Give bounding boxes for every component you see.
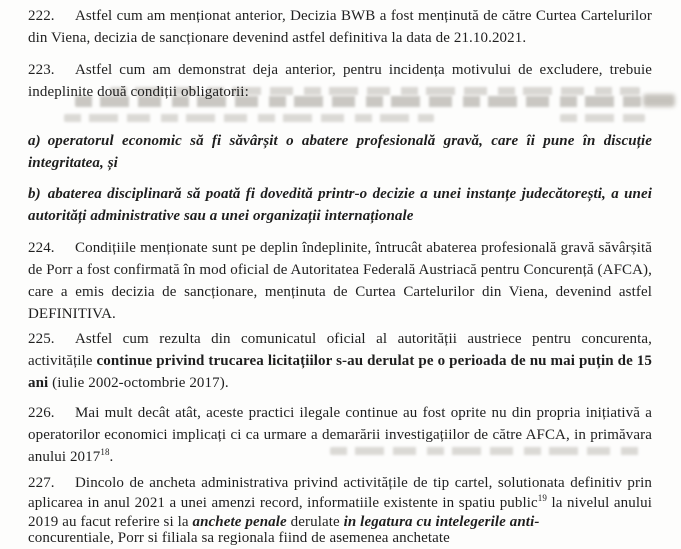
bleed-through-artifact <box>560 114 645 122</box>
paragraph-227 <box>28 474 652 533</box>
text-run: . <box>109 449 114 465</box>
text-run: Condițiile menționate sunt pe deplin îndeplinite, întrucât abaterea profesională gravă săvârșită de Porr a fost confirmată în mod oficial de Autoritatea Federală Austriacă pentru Concurență (AFCA), care a emis decizia de sancționare, menținuta de Curtea Cartelurilor din Viena, devenind astfel DEFINITIVA. <box>28 240 652 322</box>
text-run: derulate <box>286 514 344 530</box>
text-run: Mai mult decât atât, aceste practici ilegale continue au fost oprite nu din propria inițiativă a operatorilor economici implicați ci ca urmare a demarării investigațiilor de către AFCA, in primăvara anului 2017 <box>28 405 652 465</box>
paragraph-number: 225. <box>28 331 55 347</box>
text-run: la nivelul anului 2019 au facut referire si la <box>28 494 652 530</box>
paragraph-225 <box>28 328 652 394</box>
paragraph-number: 224. <box>28 240 55 256</box>
text-run: continue privind trucarea licitațiilor s-au derulat pe o perioada de nu mai puțin de 15 ani <box>28 353 652 391</box>
footnote-marker: 18 <box>100 447 110 457</box>
paragraph-number: 222. <box>28 8 55 24</box>
paragraph-223 <box>28 59 652 103</box>
text-run: anchete penale <box>192 514 287 530</box>
paragraph-number: 223. <box>28 62 55 78</box>
text-run: concurentiale, Porr si filiala sa regionala fiind de asemenea anchetate <box>28 530 450 546</box>
paragraph-226 <box>28 402 652 468</box>
text-run: Astfel cum rezulta din comunicatul oficial al autorității austriece pentru concurenta, activitățile <box>28 331 652 369</box>
text-run: (iulie 2002-octombrie 2017). <box>48 375 229 391</box>
item-letter-label: b) <box>28 186 41 202</box>
footnote-marker: 19 <box>537 492 547 503</box>
paragraph-224 <box>28 237 652 325</box>
lettered-item-b <box>28 183 652 227</box>
text-run: operatorul economic să fi săvârșit o abatere profesională gravă, care îi pune în discuție integritatea, și <box>28 133 652 171</box>
text-run: Dincolo de ancheta administrativa privind activitățile de tip cartel, solutionata definitiv prin aplicarea in anul 2021 a unei amenzi record, informatiile existente in spatiu public <box>28 475 652 511</box>
paragraph-number: 227. <box>28 475 55 491</box>
paragraph-number: 226. <box>28 405 55 421</box>
paragraph-222 <box>28 5 652 49</box>
text-run: Astfel cum am demonstrat deja anterior, pentru incidența motivului de excludere, trebuie indeplinite două condiții obligatorii: <box>28 62 652 100</box>
text-run: in legatura cu intelegerile anti- <box>343 514 540 530</box>
lettered-item-a <box>28 130 652 174</box>
bleed-through-artifact <box>64 114 434 122</box>
clipped-bottom-line <box>28 527 652 549</box>
text-run: abaterea disciplinară să poată fi dovedită printr-o decizie a unei instanțe judecătorești, a unei autorități administrative sau a unei organizații internaționale <box>28 186 652 224</box>
text-run: Astfel cum am menționat anterior, Decizia BWB a fost menținută de către Curtea Cartelurilor din Viena, decizia de sancționare devenind astfel definitiva la data de 21.10.2021. <box>28 8 652 46</box>
item-letter-label: a) <box>28 133 41 149</box>
